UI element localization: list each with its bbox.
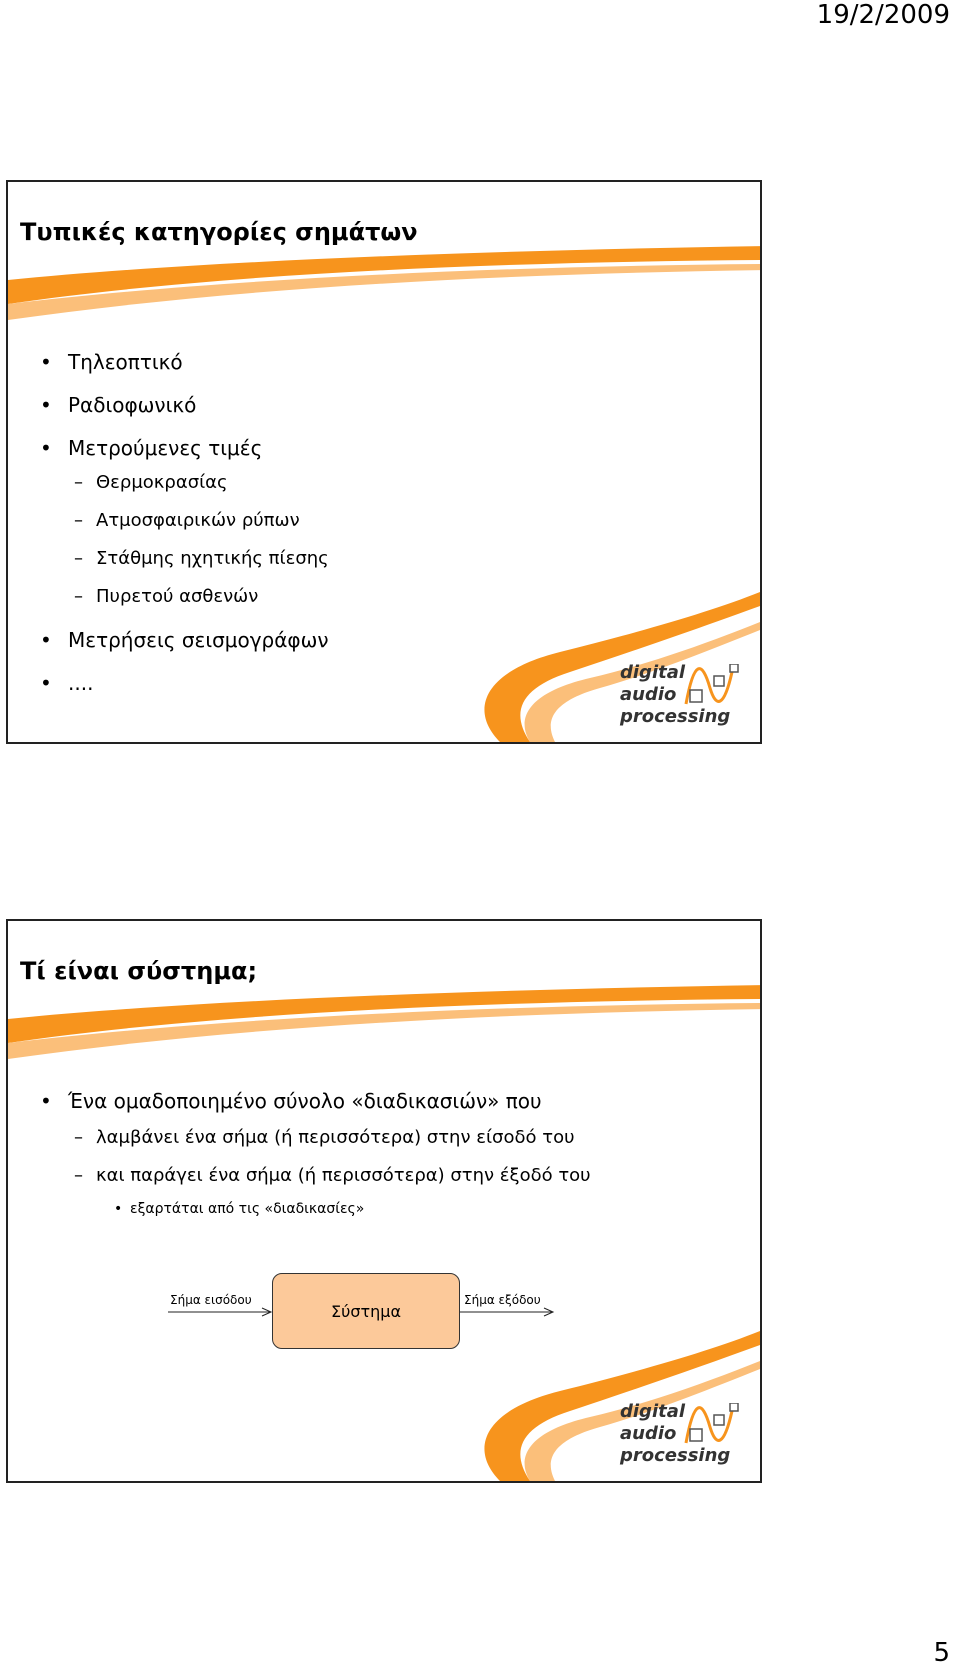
logo-line: digital — [620, 662, 686, 683]
system-box-label: Σύστημα — [330, 1302, 401, 1321]
slide-title: Τί είναι σύστημα; — [20, 957, 258, 985]
sub-sub-list-item: • εξαρτάται από τις «διαδικασίες» — [38, 1199, 591, 1229]
list-item: • Μετρούμενες τιμές — [38, 436, 329, 472]
orange-swoosh-decoration — [8, 981, 762, 1061]
system-box — [272, 1273, 460, 1349]
logo-line: digital — [620, 1401, 686, 1422]
sub-list-item: – λαμβάνει ένα σήμα (ή περισσότερα) στην είσοδό του — [38, 1127, 591, 1165]
waveform-icon — [684, 1403, 740, 1451]
logo-line: audio — [620, 684, 677, 705]
logo-line: processing — [620, 1445, 731, 1466]
sub-list-item: – και παράγει ένα σήμα (ή περισσότερα) στην έξοδό του — [38, 1165, 591, 1199]
list-item: • Τηλεοπτικό — [38, 350, 329, 393]
slide-what-is-system — [6, 919, 762, 1483]
slide-signal-categories — [6, 180, 762, 744]
logo-line: processing — [620, 706, 731, 727]
waveform-icon — [684, 664, 740, 712]
slide-title: Τυπικές κατηγορίες σημάτων — [20, 218, 418, 246]
list-item: • Μετρήσεις σεισμογράφων — [38, 628, 329, 671]
digital-audio-processing-logo — [620, 1401, 740, 1477]
sub-list-item: – Πυρετού ασθενών — [38, 586, 329, 628]
input-signal-label: Σήμα εισόδου — [170, 1293, 252, 1307]
logo-line: audio — [620, 1423, 677, 1444]
list-item: • .... — [38, 671, 329, 714]
page-date: 19/2/2009 — [816, 0, 950, 30]
bullet-list — [38, 1089, 591, 1229]
bullet-list — [38, 350, 329, 714]
list-item: • Ένα ομαδοποιημένο σύνολο «διαδικασιών» που — [38, 1089, 591, 1127]
orange-swoosh-decoration — [8, 242, 762, 322]
digital-audio-processing-logo — [620, 662, 740, 738]
sub-list-item: – Ατμοσφαιρικών ρύπων — [38, 510, 329, 548]
sub-list-item: – Θερμοκρασίας — [38, 472, 329, 510]
list-item: • Ραδιοφωνικό — [38, 393, 329, 436]
output-signal-label: Σήμα εξόδου — [464, 1293, 541, 1307]
sub-list-item: – Στάθμης ηχητικής πίεσης — [38, 548, 329, 586]
page-number: 5 — [933, 1638, 950, 1668]
